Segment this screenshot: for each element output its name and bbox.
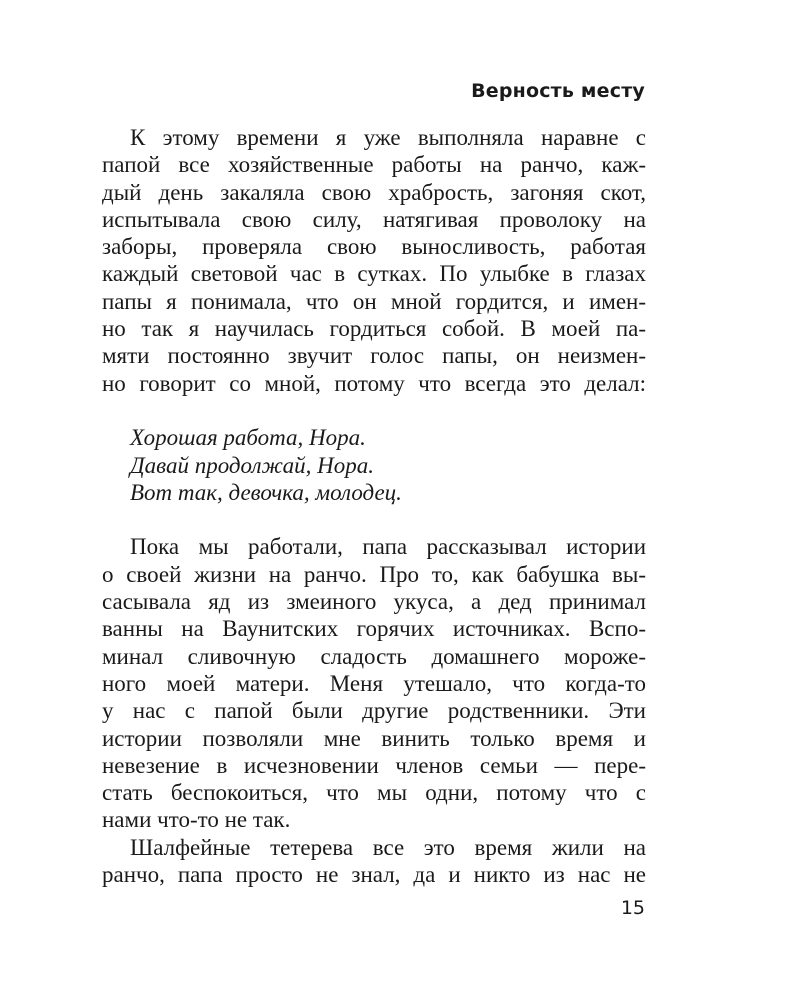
text-line: невезение в исчезновении членов семьи — пере- [102,752,646,778]
page-body [102,124,646,888]
text-line: ванны на Ваунитских горячих источниках. Вспо- [102,616,646,642]
paragraph-gap [102,397,646,424]
italic-quotes [102,424,646,506]
text-line: у нас с папой были другие родственники. Эти [102,698,646,724]
text-line: но так я научилась гордиться собой. В моей па- [102,316,646,342]
text-line: нами что-то не так. [102,807,291,833]
text-line: ного моей матери. Меня утешало, что когда-то [102,670,646,696]
text-line: испытывала свою силу, натягивая проволоку на [102,206,646,232]
paragraph [102,533,646,833]
text-line: но говорит со мной, потому что всегда это делал: [102,370,646,396]
text-line: К этому времени я уже выполняла наравне с [130,125,646,150]
text-line: истории позволяли мне винить только время и [102,725,646,751]
paragraph-gap [102,506,646,533]
paragraph [102,124,646,397]
paragraph [102,834,646,889]
text-line: заборы, проверяла свою выносливость, работая [102,234,646,260]
page-number: 15 [620,897,645,919]
quote-line: Давай продолжай, Нора. [130,452,374,478]
text-line: стать беспокоиться, что мы одни, потому что с [102,780,646,806]
text-line: дый день закаляла свою храбрость, загоняя скот, [102,179,646,205]
text-line: мяти постоянно звучит голос папы, он неизмен- [102,343,646,369]
text-line: каждый световой час в сутках. По улыбке в глазах [102,261,646,287]
running-title: Верность месту [471,80,645,102]
quote-line: Вот так, девочка, молодец. [130,479,402,505]
text-line: сасывала яд из змеиного укуса, а дед принимал [102,589,646,615]
text-line: папы я понимала, что он мной гордится, и имен- [102,288,646,314]
text-line: ранчо, папа просто не знал, да и никто из нас не [102,862,646,888]
text-line: Пока мы работали, папа рассказывал истории [130,534,646,560]
text-line: папой все хозяйственные работы на ранчо, каж- [102,152,646,178]
quote-line: Хорошая работа, Нора. [130,425,366,451]
text-line: Шалфейные тетерева все это время жили на [130,834,646,860]
text-line: минал сливочную сладость домашнего мороже- [102,643,646,669]
text-line: о своей жизни на ранчо. Про то, как бабушка вы- [102,561,646,587]
